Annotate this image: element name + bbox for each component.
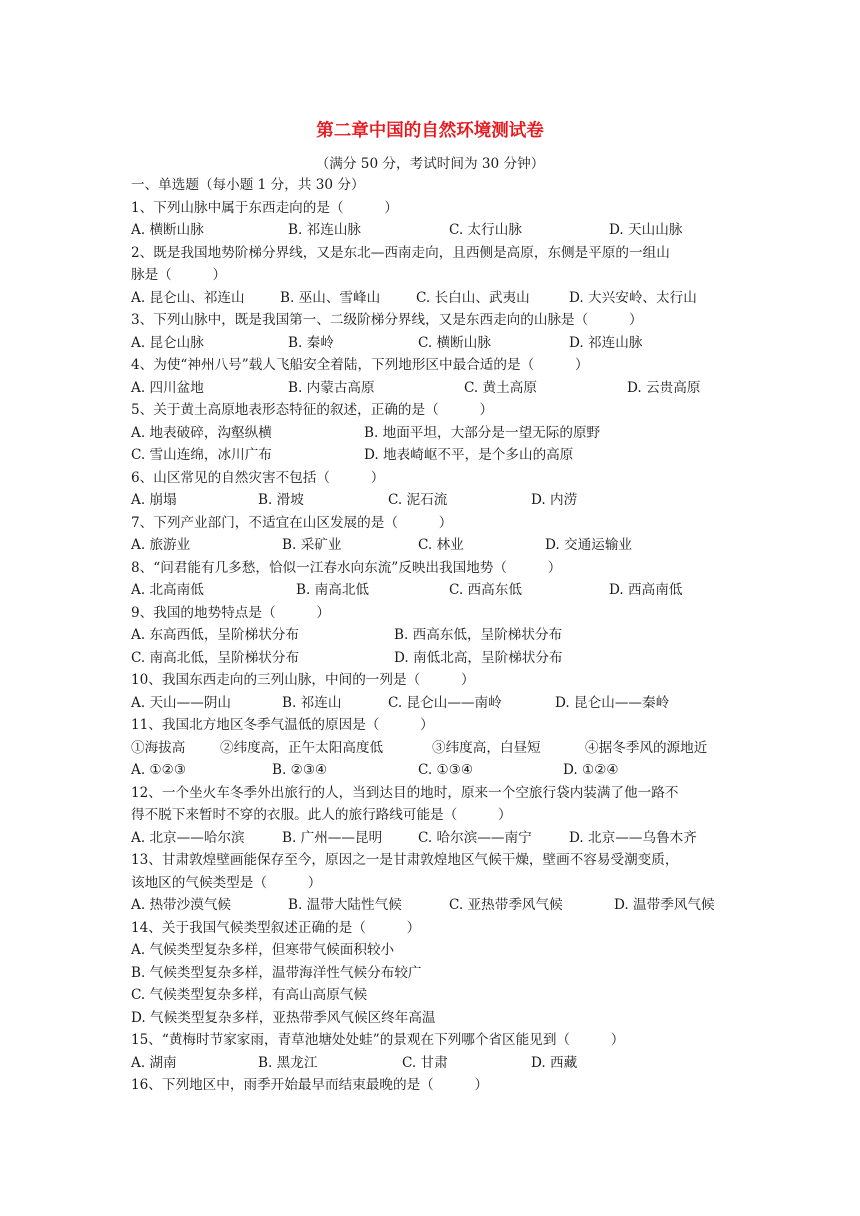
question-11: 11、我国北方地区冬季气温低的原因是（ ） — [131, 717, 434, 733]
q11-option-d: D. ①②④ — [563, 762, 619, 778]
question-10: 10、我国东西走向的三列山脉，中间的一列是（ ） — [131, 672, 475, 688]
question-13-cont: 该地区的气候类型是（ ） — [131, 875, 322, 891]
question-16: 16、下列地区中，雨季开始最早而结束最晚的是（ ） — [131, 1077, 489, 1093]
q12-option-d: D. 北京——乌鲁木齐 — [569, 830, 697, 846]
q7-option-b: B. 采矿业 — [282, 537, 342, 553]
q14-option-b: B. 气候类型复杂多样，温带海洋性气候分布较广 — [131, 965, 422, 981]
q5-option-c: C. 雪山连绵，冰川广布 — [131, 447, 272, 463]
q9-option-c: C. 南高北低，呈阶梯状分布 — [131, 650, 300, 666]
question-5: 5、关于黄土高原地表形态特征的叙述，正确的是（ ） — [131, 402, 494, 418]
question-4: 4、为使“神州八号”载人飞船安全着陆，下列地形区中最合适的是（ ） — [131, 357, 589, 373]
question-2-cont: 脉是（ ） — [131, 267, 227, 283]
q3-option-a: A. 昆仑山脉 — [131, 335, 204, 351]
q2-option-d: D. 大兴安岭、太行山 — [569, 290, 697, 306]
question-2: 2、既是我国地势阶梯分界线，又是东北—西南走向，且西侧是高原，东侧是平原的一组山 — [131, 245, 670, 261]
question-3: 3、下列山脉中，既是我国第一、二级阶梯分界线，又是东西走向的山脉是（ ） — [131, 312, 643, 328]
q1-option-c: C. 太行山脉 — [449, 222, 522, 238]
q8-option-b: B. 南高北低 — [296, 582, 370, 598]
q8-option-a: A. 北高南低 — [131, 582, 204, 598]
q15-option-b: B. 黑龙江 — [258, 1055, 318, 1071]
q7-option-a: A. 旅游业 — [131, 537, 191, 553]
question-15: 15、“黄梅时节家家雨，青草池塘处处蛙”的景观在下列哪个省区能见到（ ） — [131, 1032, 625, 1048]
q13-option-c: C. 亚热带季风气候 — [449, 897, 563, 913]
q10-option-c: C. 昆仑山——南岭 — [388, 695, 502, 711]
q15-option-c: C. 甘肃 — [402, 1055, 448, 1071]
q13-option-b: B. 温带大陆性气候 — [288, 897, 402, 913]
q9-option-a: A. 东高西低，呈阶梯状分布 — [131, 627, 299, 643]
q14-option-d: D. 气候类型复杂多样，亚热带季风气候区终年高温 — [131, 1010, 436, 1026]
q4-option-b: B. 内蒙古高原 — [288, 380, 375, 396]
q1-option-d: D. 天山山脉 — [609, 222, 683, 238]
section-heading: 一、单选题（每小题 1 分，共 30 分） — [131, 177, 365, 193]
q3-option-b: B. 秦岭 — [288, 335, 334, 351]
question-8: 8、“问君能有几多愁，恰似一江春水向东流”反映出我国地势（ ） — [131, 560, 562, 576]
question-7: 7、下列产业部门，不适宜在山区发展的是（ ） — [131, 515, 453, 531]
q14-option-a: A. 气候类型复杂多样，但寒带气候面积较小 — [131, 942, 395, 958]
question-12-cont: 得不脱下来暂时不穿的衣服。此人的旅行路线可能是（ ） — [131, 807, 512, 823]
question-1: 1、下列山脉中属于东西走向的是（ ） — [131, 200, 398, 216]
question-9: 9、我国的地势特点是（ ） — [131, 605, 330, 621]
q4-option-a: A. 四川盆地 — [131, 380, 204, 396]
q13-option-a: A. 热带沙漠气候 — [131, 897, 232, 913]
q11-statement-4: ④据冬季风的源地近 — [585, 740, 708, 756]
q11-statement-1: ①海拔高 — [131, 740, 186, 756]
q6-option-d: D. 内涝 — [531, 492, 578, 508]
q8-option-d: D. 西高南低 — [609, 582, 683, 598]
page-title: 第二章中国的自然环境测试卷 — [316, 121, 544, 141]
q11-statement-3: ③纬度高，白昼短 — [432, 740, 541, 756]
q5-option-d: D. 地表崎岖不平，是个多山的高原 — [364, 447, 574, 463]
q5-option-b: B. 地面平坦，大部分是一望无际的原野 — [364, 425, 601, 441]
q9-option-b: B. 西高东低，呈阶梯状分布 — [394, 627, 563, 643]
q13-option-d: D. 温带季风气候 — [614, 897, 715, 913]
q3-option-c: C. 横断山脉 — [418, 335, 491, 351]
q2-option-b: B. 巫山、雪峰山 — [280, 290, 381, 306]
q4-option-d: D. 云贵高原 — [627, 380, 701, 396]
question-14: 14、关于我国气候类型叙述正确的是（ ） — [131, 920, 421, 936]
q9-option-d: D. 南低北高，呈阶梯状分布 — [394, 650, 563, 666]
q12-option-b: B. 广州——昆明 — [282, 830, 383, 846]
q11-statement-2: ②纬度高，正午太阳高度低 — [220, 740, 384, 756]
q11-option-a: A. ①②③ — [131, 762, 187, 778]
q4-option-c: C. 黄土高原 — [464, 380, 537, 396]
question-13: 13、甘肃敦煌壁画能保存至今，原因之一是甘肃敦煌地区气候干燥，壁画不容易受潮变质， — [131, 852, 679, 868]
question-6: 6、山区常见的自然灾害不包括（ ） — [131, 470, 385, 486]
q8-option-c: C. 西高东低 — [449, 582, 522, 598]
q11-option-c: C. ①③④ — [418, 762, 474, 778]
q1-option-a: A. 横断山脉 — [131, 222, 204, 238]
q7-option-c: C. 林业 — [418, 537, 464, 553]
q6-option-c: C. 泥石流 — [388, 492, 448, 508]
q12-option-a: A. 北京——哈尔滨 — [131, 830, 245, 846]
q5-option-a: A. 地表破碎，沟壑纵横 — [131, 425, 272, 441]
exam-info: （满分 50 分，考试时间为 30 分钟） — [315, 156, 545, 172]
q15-option-d: D. 西藏 — [531, 1055, 578, 1071]
q2-option-a: A. 昆仑山、祁连山 — [131, 290, 245, 306]
q14-option-c: C. 气候类型复杂多样，有高山高原气候 — [131, 987, 368, 1003]
q1-option-b: B. 祁连山脉 — [288, 222, 362, 238]
q10-option-a: A. 天山——阴山 — [131, 695, 232, 711]
q2-option-c: C. 长白山、武夷山 — [416, 290, 530, 306]
q7-option-d: D. 交通运输业 — [545, 537, 633, 553]
question-12: 12、一个坐火车冬季外出旅行的人，当到达目的地时，原来一个空旅行袋内装满了他一路不 — [131, 785, 679, 801]
q3-option-d: D. 祁连山脉 — [569, 335, 643, 351]
q15-option-a: A. 湖南 — [131, 1055, 177, 1071]
q6-option-b: B. 滑坡 — [258, 492, 304, 508]
q10-option-d: D. 昆仑山——秦岭 — [555, 695, 670, 711]
q11-option-b: B. ②③④ — [272, 762, 328, 778]
q10-option-b: B. 祁连山 — [282, 695, 342, 711]
q12-option-c: C. 哈尔滨——南宁 — [418, 830, 532, 846]
q6-option-a: A. 崩塌 — [131, 492, 177, 508]
